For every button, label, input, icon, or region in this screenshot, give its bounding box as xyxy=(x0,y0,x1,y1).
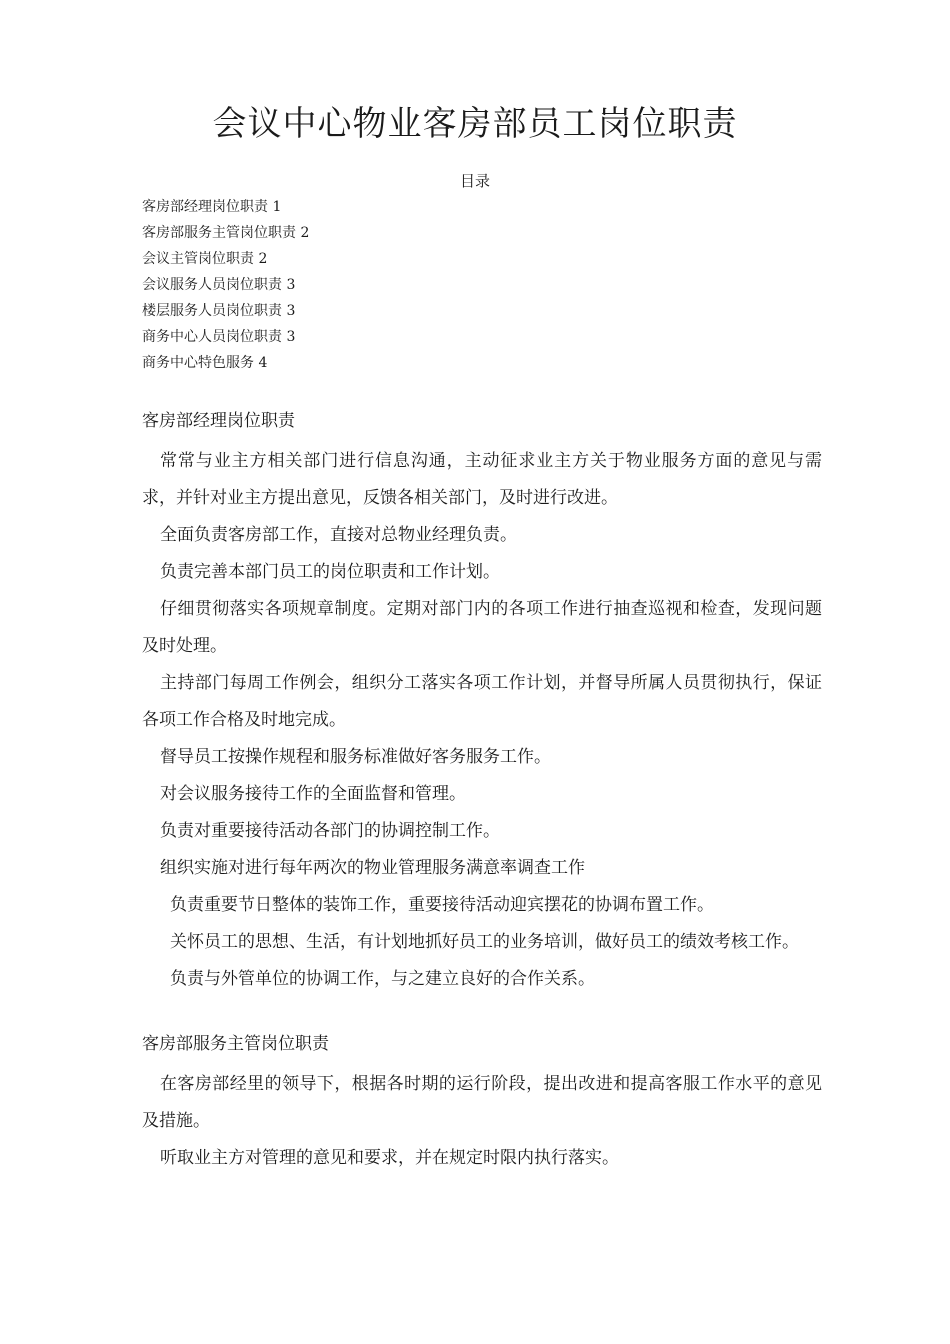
section-manager-duties xyxy=(142,407,822,998)
paragraph: 督导员工按操作规程和服务标准做好客务服务工作。 xyxy=(160,747,551,767)
toc-heading: 目录 xyxy=(459,172,490,190)
paragraph: 负责重要节日整体的装饰工作，重要接待活动迎宾摆花的协调布置工作。 xyxy=(170,895,714,915)
section-heading: 客房部经理岗位职责 xyxy=(142,411,295,431)
toc-item[interactable]: 商务中心人员岗位职责 3 xyxy=(142,329,296,345)
paragraph: 听取业主方对管理的意见和要求，并在规定时限内执行落实。 xyxy=(160,1148,619,1168)
paragraph: 对会议服务接待工作的全面监督和管理。 xyxy=(160,784,466,804)
document-title: 会议中心物业客房部员工岗位职责 xyxy=(212,104,738,144)
paragraph: 负责对重要接待活动各部门的协调控制工作。 xyxy=(160,821,500,841)
paragraph: 主持部门每周工作例会，组织分工落实各项工作计划，并督导所属人员贯彻执行，保证各项工作合格及时地完成。 xyxy=(142,673,822,730)
paragraph: 负责完善本部门员工的岗位职责和工作计划。 xyxy=(160,562,500,582)
toc-item[interactable]: 楼层服务人员岗位职责 3 xyxy=(142,303,296,319)
section-heading: 客房部服务主管岗位职责 xyxy=(142,1034,329,1054)
paragraph: 在客房部经里的领导下，根据各时期的运行阶段，提出改进和提高客服工作水平的意见及措施。 xyxy=(142,1074,822,1131)
table-of-contents xyxy=(142,194,822,376)
paragraph: 负责与外管单位的协调工作，与之建立良好的合作关系。 xyxy=(170,969,595,989)
toc-item[interactable]: 商务中心特色服务 4 xyxy=(142,355,268,371)
paragraph: 仔细贯彻落实各项规章制度。定期对部门内的各项工作进行抽查巡视和检查，发现问题及时处理。 xyxy=(142,599,822,656)
toc-item[interactable]: 会议服务人员岗位职责 3 xyxy=(142,277,296,293)
paragraph: 组织实施对进行每年两次的物业管理服务满意率调查工作 xyxy=(160,858,585,878)
section-spacer xyxy=(142,998,822,1030)
toc-item[interactable]: 会议主管岗位职责 2 xyxy=(142,251,268,267)
toc-item[interactable]: 客房部经理岗位职责 1 xyxy=(142,199,282,215)
section-service-supervisor-duties xyxy=(142,1030,822,1177)
document-body xyxy=(142,407,822,1177)
paragraph: 关怀员工的思想、生活，有计划地抓好员工的业务培训，做好员工的绩效考核工作。 xyxy=(170,932,799,952)
toc-item[interactable]: 客房部服务主管岗位职责 2 xyxy=(142,225,310,241)
paragraph: 全面负责客房部工作，直接对总物业经理负责。 xyxy=(160,525,517,545)
paragraph: 常常与业主方相关部门进行信息沟通，主动征求业主方关于物业服务方面的意见与需求，并针对业主方提出意见，反馈各相关部门，及时进行改进。 xyxy=(142,451,822,508)
